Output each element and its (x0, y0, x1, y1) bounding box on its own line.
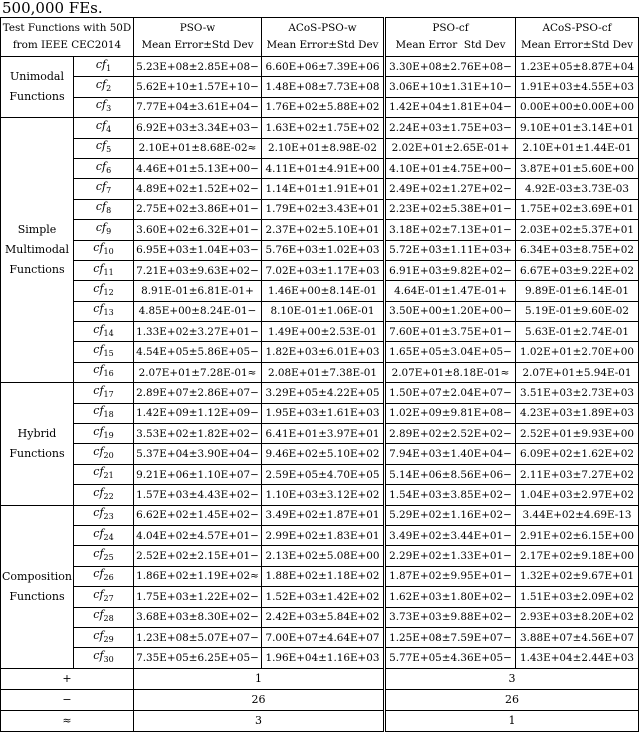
value-cell-pso-cf: 4.64E-01±1.47E-01+ (385, 281, 516, 301)
table-row (1, 97, 639, 117)
value-cell-acos-pso-w: 2.13E+02±5.08E+00 (262, 546, 385, 566)
function-cell (74, 525, 134, 545)
function-index: 26 (103, 573, 114, 583)
function-index: 27 (103, 593, 114, 603)
function-prefix: cf (95, 57, 107, 71)
table-row (1, 158, 639, 178)
function-index: 9 (106, 226, 112, 236)
value-cell-acos-pso-w: 5.76E+03±1.02E+03 (262, 240, 385, 260)
function-prefix: cf (93, 506, 104, 520)
table-row (1, 301, 639, 321)
value-cell-pso-cf: 1.87E+02±9.95E+01− (385, 566, 516, 586)
value-cell-pso-w: 2.52E+02±2.15E+01− (134, 546, 262, 566)
value-cell-acos-pso-cf: 2.07E+01±5.94E-01 (516, 362, 639, 382)
summary-row (1, 689, 639, 710)
value-cell-acos-pso-cf: 3.44E+02±4.69E-13 (516, 505, 639, 525)
function-index: 14 (103, 328, 114, 338)
category-cell (1, 57, 74, 118)
function-prefix: cf (93, 343, 104, 357)
function-index: 11 (103, 267, 114, 277)
function-cell (74, 77, 134, 97)
function-prefix: cf (93, 241, 104, 255)
value-cell-pso-cf: 6.91E+03±9.82E+02− (385, 260, 516, 280)
value-cell-acos-pso-cf: 1.32E+02±9.67E+01 (516, 566, 639, 586)
function-index: 18 (103, 410, 114, 420)
table-row (1, 138, 639, 158)
value-cell-pso-w: 7.21E+03±9.63E+02− (134, 260, 262, 280)
value-cell-pso-cf: 1.42E+04±1.81E+04− (385, 97, 516, 117)
function-prefix: cf (93, 546, 104, 560)
function-index: 25 (103, 553, 114, 563)
value-cell-acos-pso-w: 2.59E+05±4.70E+05 (262, 464, 385, 484)
function-prefix: cf (93, 281, 104, 295)
value-cell-pso-cf: 2.24E+03±1.75E+03− (385, 118, 516, 138)
function-cell (74, 505, 134, 525)
value-cell-pso-cf: 5.77E+05±4.36E+05− (385, 648, 516, 668)
value-cell-pso-w: 2.07E+01±7.28E-01≈ (134, 362, 262, 382)
function-prefix: cf (95, 220, 107, 234)
table-row (1, 525, 639, 545)
value-cell-pso-cf: 3.18E+02±7.13E+01− (385, 220, 516, 240)
value-cell-pso-w: 3.60E+02±6.32E+01− (134, 220, 262, 240)
function-cell (74, 199, 134, 219)
value-cell-acos-pso-w: 1.63E+02±1.75E+02 (262, 118, 385, 138)
value-cell-pso-w: 3.68E+03±8.30E+02− (134, 607, 262, 627)
table-row (1, 403, 639, 423)
header-pso-cf-sub: Mean Error Std Dev (395, 39, 506, 51)
function-cell (74, 607, 134, 627)
table-row (1, 118, 639, 138)
value-cell-acos-pso-cf: 9.10E+01±3.14E+01 (516, 118, 639, 138)
table-row (1, 199, 639, 219)
table-row (1, 627, 639, 647)
function-cell (74, 118, 134, 138)
function-prefix: cf (93, 322, 104, 336)
function-index: 22 (103, 491, 114, 501)
value-cell-acos-pso-w: 7.02E+03±1.17E+03 (262, 260, 385, 280)
value-cell-pso-cf: 1.62E+03±1.80E+02− (385, 587, 516, 607)
category-label-line1: Hybrid (17, 426, 57, 440)
summary-symbol: − (1, 689, 134, 710)
function-prefix: cf (93, 567, 104, 581)
value-cell-acos-pso-w: 1.88E+02±1.18E+02 (262, 566, 385, 586)
value-cell-pso-w: 8.91E-01±6.81E-01+ (134, 281, 262, 301)
value-cell-pso-cf: 2.02E+01±2.65E-01+ (385, 138, 516, 158)
table-row (1, 322, 639, 342)
value-cell-acos-pso-cf: 1.04E+03±2.97E+02 (516, 485, 639, 505)
category-label-line3: Functions (9, 263, 65, 277)
function-cell (74, 485, 134, 505)
function-index: 6 (106, 165, 112, 175)
value-cell-acos-pso-cf: 2.91E+02±6.15E+00 (516, 525, 639, 545)
function-index: 19 (103, 430, 114, 440)
summary-row (1, 710, 639, 731)
value-cell-acos-pso-cf: 1.51E+03±2.09E+02 (516, 587, 639, 607)
value-cell-acos-pso-w: 1.79E+02±3.43E+01 (262, 199, 385, 219)
header-pso-w-sub: Mean Error±Std Dev (141, 39, 254, 51)
function-prefix: cf (93, 648, 104, 662)
value-cell-acos-pso-w: 2.37E+02±5.10E+01 (262, 220, 385, 240)
function-prefix: cf (93, 628, 104, 642)
function-index: 8 (106, 206, 112, 216)
value-cell-pso-w: 5.37E+04±3.90E+04− (134, 444, 262, 464)
category-label-line1: Simple (17, 223, 57, 237)
value-cell-acos-pso-w: 9.46E+02±5.10E+02 (262, 444, 385, 464)
value-cell-pso-cf: 7.60E+01±3.75E+01− (385, 322, 516, 342)
function-cell (74, 97, 134, 117)
function-prefix: cf (93, 465, 104, 479)
value-cell-pso-w: 1.86E+02±1.19E+02≈ (134, 566, 262, 586)
header-acos-pso-cf-sub: Mean Error±Std Dev (520, 39, 634, 51)
function-index: 16 (103, 369, 114, 379)
value-cell-acos-pso-cf: 5.63E-01±2.74E-01 (516, 322, 639, 342)
header-acos-pso-w-sub: Mean Error±Std Dev (266, 39, 379, 51)
value-cell-pso-cf: 3.30E+08±2.76E+08− (385, 57, 516, 77)
summary-count-cf: 1 (385, 710, 639, 731)
table-row (1, 240, 639, 260)
function-index: 30 (103, 655, 114, 665)
value-cell-acos-pso-w: 1.46E+00±8.14E-01 (262, 281, 385, 301)
function-prefix: cf (95, 98, 107, 112)
function-cell (74, 464, 134, 484)
value-cell-acos-pso-cf: 3.51E+03±2.73E+03 (516, 383, 639, 403)
function-prefix: cf (95, 118, 107, 132)
value-cell-acos-pso-w: 4.11E+01±4.91E+00 (262, 158, 385, 178)
function-cell (74, 220, 134, 240)
function-prefix: cf (93, 404, 104, 418)
function-prefix: cf (93, 526, 104, 540)
function-cell (74, 362, 134, 382)
function-prefix: cf (93, 424, 104, 438)
results-table (0, 17, 639, 732)
category-label-line2: Functions (9, 589, 65, 603)
value-cell-acos-pso-cf: 4.23E+03±1.89E+03 (516, 403, 639, 423)
value-cell-acos-pso-cf: 5.19E-01±9.60E-02 (516, 301, 639, 321)
value-cell-acos-pso-cf: 2.17E+02±9.18E+00 (516, 546, 639, 566)
value-cell-pso-w: 4.54E+05±5.86E+05− (134, 342, 262, 362)
function-cell (74, 260, 134, 280)
value-cell-pso-cf: 2.07E+01±8.18E-01≈ (385, 362, 516, 382)
table-row (1, 444, 639, 464)
header-acos-pso-w (262, 18, 385, 57)
value-cell-acos-pso-w: 3.29E+05±4.22E+05 (262, 383, 385, 403)
function-cell (74, 158, 134, 178)
value-cell-pso-w: 4.89E+02±1.52E+02− (134, 179, 262, 199)
value-cell-pso-w: 1.57E+03±4.43E+02− (134, 485, 262, 505)
function-prefix: cf (93, 587, 104, 601)
value-cell-pso-w: 4.04E+02±4.57E+01− (134, 525, 262, 545)
table-row (1, 587, 639, 607)
value-cell-pso-cf: 1.65E+05±3.04E+05− (385, 342, 516, 362)
value-cell-pso-w: 4.46E+01±5.13E+00− (134, 158, 262, 178)
summary-symbol: ≈ (1, 710, 134, 731)
value-cell-acos-pso-w: 6.41E+01±3.97E+01 (262, 424, 385, 444)
function-index: 4 (106, 124, 112, 134)
table-row (1, 424, 639, 444)
category-label-line2: Multimodal (5, 243, 69, 257)
function-cell (74, 444, 134, 464)
category-cell (1, 118, 74, 383)
summary-count-cf: 26 (385, 689, 639, 710)
value-cell-acos-pso-w: 1.52E+03±1.42E+02 (262, 587, 385, 607)
function-index: 13 (103, 308, 114, 318)
table-row (1, 220, 639, 240)
value-cell-pso-w: 4.85E+00±8.24E-01− (134, 301, 262, 321)
value-cell-pso-w: 3.53E+02±1.82E+02− (134, 424, 262, 444)
summary-count-w: 1 (134, 668, 385, 689)
value-cell-acos-pso-w: 1.10E+03±3.12E+02 (262, 485, 385, 505)
function-cell (74, 240, 134, 260)
header-acos-pso-cf (516, 18, 639, 57)
value-cell-acos-pso-cf: 2.10E+01±1.44E-01 (516, 138, 639, 158)
table-body (1, 57, 639, 732)
function-cell (74, 627, 134, 647)
category-label-line1: Unimodal (9, 70, 65, 84)
value-cell-acos-pso-w: 7.00E+07±4.64E+07 (262, 627, 385, 647)
table-row (1, 485, 639, 505)
table-row (1, 260, 639, 280)
value-cell-acos-pso-cf: 3.87E+01±5.60E+00 (516, 158, 639, 178)
table-row (1, 179, 639, 199)
function-index: 7 (106, 186, 112, 196)
caption: 500,000 FEs. (2, 0, 103, 17)
summary-count-w: 26 (134, 689, 385, 710)
table-row (1, 505, 639, 525)
function-index: 20 (103, 451, 114, 461)
value-cell-pso-cf: 3.50E+00±1.20E+00− (385, 301, 516, 321)
header-pso-w (134, 18, 262, 57)
header-acos-pso-cf-name: ACoS-PSO-cf (542, 22, 612, 34)
function-prefix: cf (95, 200, 107, 214)
function-index: 21 (103, 471, 114, 481)
function-prefix: cf (93, 445, 104, 459)
function-prefix: cf (93, 261, 104, 275)
header-pso-cf-name: PSO-cf (432, 22, 469, 34)
value-cell-pso-cf: 2.23E+02±5.38E+01− (385, 199, 516, 219)
category-cell (1, 383, 74, 505)
function-index: 10 (103, 247, 114, 257)
function-cell (74, 424, 134, 444)
value-cell-pso-cf: 5.14E+06±8.56E+06− (385, 464, 516, 484)
function-cell (74, 301, 134, 321)
function-prefix: cf (93, 485, 104, 499)
header-row (1, 18, 639, 57)
summary-count-w: 3 (134, 710, 385, 731)
function-index: 3 (106, 104, 112, 114)
function-prefix: cf (93, 363, 104, 377)
category-cell (1, 505, 74, 668)
header-test-functions-line1: Test Functions with 50D (2, 22, 132, 34)
function-index: 5 (106, 145, 112, 155)
function-cell (74, 566, 134, 586)
value-cell-acos-pso-w: 1.49E+00±2.53E-01 (262, 322, 385, 342)
function-prefix: cf (95, 159, 107, 173)
value-cell-pso-w: 9.21E+06±1.10E+07− (134, 464, 262, 484)
value-cell-pso-cf: 5.29E+02±1.16E+02− (385, 505, 516, 525)
function-cell (74, 403, 134, 423)
value-cell-acos-pso-cf: 2.11E+03±7.27E+02 (516, 464, 639, 484)
value-cell-pso-cf: 1.02E+09±9.81E+08− (385, 403, 516, 423)
function-prefix: cf (95, 139, 107, 153)
value-cell-pso-cf: 1.50E+07±2.04E+07− (385, 383, 516, 403)
function-cell (74, 383, 134, 403)
value-cell-acos-pso-w: 1.48E+08±7.73E+08 (262, 77, 385, 97)
value-cell-pso-w: 6.95E+03±1.04E+03− (134, 240, 262, 260)
table-row (1, 77, 639, 97)
header-pso-w-name: PSO-w (179, 22, 216, 34)
value-cell-pso-cf: 3.06E+10±1.31E+10− (385, 77, 516, 97)
function-index: 28 (103, 614, 114, 624)
function-cell (74, 546, 134, 566)
value-cell-acos-pso-w: 2.99E+02±1.83E+01 (262, 525, 385, 545)
table-row (1, 546, 639, 566)
value-cell-pso-cf: 3.49E+02±3.44E+01− (385, 525, 516, 545)
value-cell-acos-pso-w: 1.14E+01±1.91E+01 (262, 179, 385, 199)
function-prefix: cf (95, 77, 107, 91)
value-cell-pso-w: 6.62E+02±1.45E+02− (134, 505, 262, 525)
function-index: 15 (103, 349, 114, 359)
value-cell-acos-pso-w: 3.49E+02±1.87E+01 (262, 505, 385, 525)
value-cell-acos-pso-w: 6.60E+06±7.39E+06 (262, 57, 385, 77)
function-index: 17 (103, 390, 114, 400)
value-cell-acos-pso-w: 1.96E+04±1.16E+03 (262, 648, 385, 668)
header-acos-pso-w-name: ACoS-PSO-w (288, 22, 357, 34)
value-cell-acos-pso-cf: 4.92E-03±3.73E-03 (516, 179, 639, 199)
value-cell-pso-cf: 1.54E+03±3.85E+02− (385, 485, 516, 505)
value-cell-pso-w: 1.42E+09±1.12E+09− (134, 403, 262, 423)
value-cell-acos-pso-cf: 3.88E+07±4.56E+07 (516, 627, 639, 647)
table-row (1, 607, 639, 627)
function-prefix: cf (93, 608, 104, 622)
value-cell-acos-pso-w: 2.10E+01±8.98E-02 (262, 138, 385, 158)
value-cell-pso-cf: 7.94E+03±1.40E+04− (385, 444, 516, 464)
table-row (1, 648, 639, 668)
function-index: 24 (103, 532, 114, 542)
function-prefix: cf (95, 179, 107, 193)
value-cell-pso-w: 1.23E+08±5.07E+07− (134, 627, 262, 647)
function-cell (74, 179, 134, 199)
header-test-functions (1, 18, 134, 57)
value-cell-acos-pso-cf: 6.09E+02±1.62E+02 (516, 444, 639, 464)
value-cell-acos-pso-w: 2.08E+01±7.38E-01 (262, 362, 385, 382)
table-row (1, 57, 639, 77)
value-cell-acos-pso-cf: 1.43E+04±2.44E+03 (516, 648, 639, 668)
category-label-line1: Composition (2, 569, 72, 583)
value-cell-pso-w: 5.23E+08±2.85E+08− (134, 57, 262, 77)
header-test-functions-line2: from IEEE CEC2014 (12, 39, 122, 51)
value-cell-pso-w: 2.75E+02±3.86E+01− (134, 199, 262, 219)
value-cell-pso-cf: 5.72E+03±1.11E+03+ (385, 240, 516, 260)
function-cell (74, 322, 134, 342)
function-cell (74, 342, 134, 362)
table-row (1, 281, 639, 301)
function-cell (74, 281, 134, 301)
value-cell-pso-w: 1.33E+02±3.27E+01− (134, 322, 262, 342)
value-cell-acos-pso-cf: 2.93E+03±8.20E+02 (516, 607, 639, 627)
value-cell-acos-pso-cf: 6.34E+03±8.75E+02 (516, 240, 639, 260)
value-cell-acos-pso-cf: 9.89E-01±6.14E-01 (516, 281, 639, 301)
function-prefix: cf (93, 383, 104, 397)
value-cell-pso-cf: 2.29E+02±1.33E+01− (385, 546, 516, 566)
value-cell-pso-cf: 2.89E+02±2.52E+02− (385, 424, 516, 444)
value-cell-acos-pso-w: 1.95E+03±1.61E+03 (262, 403, 385, 423)
function-cell (74, 57, 134, 77)
table-row (1, 464, 639, 484)
header-pso-cf (385, 18, 516, 57)
value-cell-acos-pso-w: 8.10E-01±1.06E-01 (262, 301, 385, 321)
function-prefix: cf (93, 302, 104, 316)
summary-count-cf: 3 (385, 668, 639, 689)
value-cell-pso-cf: 3.73E+03±9.88E+02− (385, 607, 516, 627)
value-cell-acos-pso-w: 1.76E+02±5.88E+02 (262, 97, 385, 117)
value-cell-pso-w: 5.62E+10±1.57E+10− (134, 77, 262, 97)
value-cell-pso-w: 2.10E+01±8.68E-02≈ (134, 138, 262, 158)
function-cell (74, 138, 134, 158)
value-cell-acos-pso-w: 1.82E+03±6.01E+03 (262, 342, 385, 362)
table-row (1, 383, 639, 403)
summary-symbol: + (1, 668, 134, 689)
value-cell-acos-pso-cf: 2.52E+01±9.93E+00 (516, 424, 639, 444)
table-row (1, 362, 639, 382)
value-cell-pso-cf: 4.10E+01±4.75E+00− (385, 158, 516, 178)
value-cell-acos-pso-cf: 1.02E+01±2.70E+00 (516, 342, 639, 362)
function-index: 2 (106, 84, 112, 94)
category-label-line2: Functions (9, 446, 65, 460)
value-cell-pso-w: 1.75E+03±1.22E+02− (134, 587, 262, 607)
function-cell (74, 587, 134, 607)
category-label-line2: Functions (9, 90, 65, 104)
value-cell-acos-pso-cf: 0.00E+00±0.00E+00 (516, 97, 639, 117)
value-cell-acos-pso-cf: 2.03E+02±5.37E+01 (516, 220, 639, 240)
value-cell-pso-w: 6.92E+03±3.34E+03− (134, 118, 262, 138)
summary-row (1, 668, 639, 689)
function-index: 23 (103, 512, 114, 522)
value-cell-acos-pso-cf: 6.67E+03±9.22E+02 (516, 260, 639, 280)
function-index: 12 (103, 288, 114, 298)
table-row (1, 566, 639, 586)
value-cell-pso-w: 2.89E+07±2.86E+07− (134, 383, 262, 403)
value-cell-pso-w: 7.35E+05±6.25E+05− (134, 648, 262, 668)
value-cell-acos-pso-w: 2.42E+03±5.84E+02 (262, 607, 385, 627)
function-index: 1 (106, 63, 112, 73)
table-row (1, 342, 639, 362)
function-index: 29 (103, 634, 114, 644)
value-cell-acos-pso-cf: 1.91E+03±4.55E+03 (516, 77, 639, 97)
value-cell-pso-cf: 1.25E+08±7.59E+07− (385, 627, 516, 647)
function-cell (74, 648, 134, 668)
value-cell-acos-pso-cf: 1.75E+02±3.69E+01 (516, 199, 639, 219)
value-cell-acos-pso-cf: 1.23E+05±8.87E+04 (516, 57, 639, 77)
value-cell-pso-cf: 2.49E+02±1.27E+02− (385, 179, 516, 199)
value-cell-pso-w: 7.77E+04±3.61E+04− (134, 97, 262, 117)
